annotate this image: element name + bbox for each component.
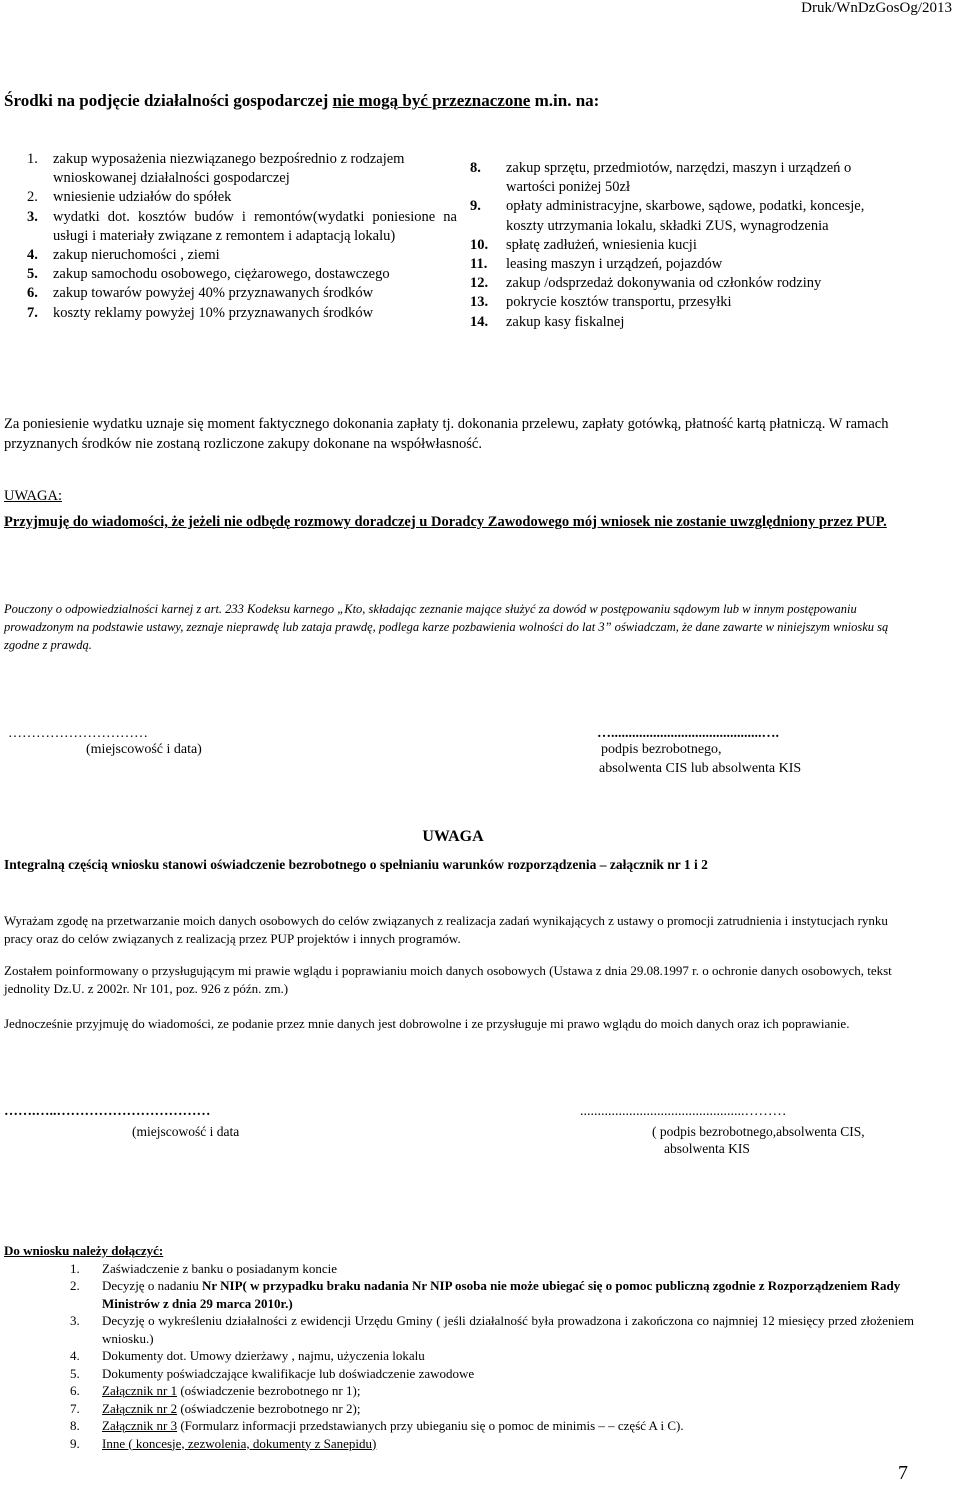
excluded-list-right (470, 159, 890, 332)
item-number: 9. (470, 198, 481, 215)
item-number: 8. (70, 1418, 80, 1433)
voluntary-data-statement: Jednocześnie przyjmuję do wiadomości, ze podanie przez mnie danych jest dobrowolne i ze przysługuje mi prawo wglądu do moich danych oraz ich poprawianie. (4, 1016, 850, 1031)
item-text: zakup wyposażenia niezwiązanego bezpośrednio z rodzajem wnioskowanej działalności gospodarczej (53, 151, 405, 187)
integral-part-statement: Integralną częścią wniosku stanowi oświadczenie bezrobotnego o spełnianiu warunków rozporządzenia – załącznik nr 1 i 2 (4, 857, 708, 872)
item-text: zakup towarów powyżej 40% przyznawanych środków (53, 285, 374, 302)
item-text: (Formularz informacji przedstawianych przy ubieganiu się o pomoc de minimis – – część A i C). (177, 1418, 684, 1433)
list-item (4, 1347, 914, 1365)
list-item (27, 304, 457, 323)
attachments-section (4, 1242, 914, 1452)
list-item (470, 313, 890, 332)
list-item (4, 1260, 914, 1278)
item-text-bold: Nr NIP( w przypadku braku nadania Nr NIP osoba nie może ubiegać się o pomoc publiczną zgodnie z Rozporządzeniem Rady Ministrów z dnia 29 marca 2010r.) (102, 1278, 901, 1311)
list-item (470, 197, 890, 235)
list-item (4, 1435, 914, 1453)
page-number: 7 (898, 1462, 908, 1484)
place-date-label: (miejscowość i data) (86, 742, 202, 757)
item-text: Zaświadczenie z banku o posiadanym koncie (102, 1260, 337, 1276)
item-number: 13. (470, 294, 489, 311)
item-number: 3. (70, 1313, 80, 1328)
item-number: 12. (470, 275, 489, 292)
list-item (27, 188, 457, 207)
payment-moment-paragraph: Za poniesienie wydatku uznaje się moment faktycznego dokonania zapłaty tj. dokonania przelewu, zapłaty gotówką, płatność kartą płatniczą. W ramach przyznanych środków nie zostaną rozliczone zakupy dokonane na współwłasność. (4, 416, 889, 452)
attachments-list (4, 1260, 914, 1453)
item-text: Decyzję o nadaniu (102, 1278, 202, 1293)
list-item (470, 274, 890, 293)
item-number: 6. (70, 1383, 80, 1398)
place-date-dots: ………………………… (8, 726, 148, 741)
item-number: 5. (70, 1365, 80, 1381)
list-item (27, 246, 457, 265)
item-number: 1. (27, 151, 38, 167)
title-after: m.in. na: (530, 91, 600, 110)
list-item (470, 255, 890, 274)
list-item (470, 159, 890, 197)
list-item (27, 284, 457, 303)
list-item (4, 1417, 914, 1435)
item-text: pokrycie kosztów transportu, przesyłki (506, 294, 732, 311)
uwaga-heading: UWAGA (422, 828, 484, 845)
list-item (27, 150, 457, 188)
list-item (4, 1365, 914, 1383)
list-item (4, 1312, 914, 1347)
item-text: (oświadczenie bezrobotnego nr 2); (177, 1400, 361, 1416)
signature-label: podpis bezrobotnego, (601, 742, 722, 757)
item-text: Decyzję o wykreśleniu działalności z ewidencji Urzędu Gminy ( jeśli działalność była prowadzona i zakończona co najmniej 12 miesięcy przed złożeniem wniosku.) (102, 1313, 914, 1346)
item-number: 6. (27, 285, 38, 302)
item-text: zakup /odsprzedaż dokonywania od członków rodziny (506, 275, 822, 292)
item-number: 3. (27, 208, 38, 225)
item-number: 4. (70, 1348, 80, 1363)
list-item (470, 293, 890, 312)
item-text: (oświadczenie bezrobotnego nr 1); (177, 1383, 361, 1398)
item-number: 1. (70, 1260, 80, 1276)
item-text: zakup nieruchomości , ziemi (53, 247, 220, 264)
list-item (27, 208, 457, 246)
item-text-underlined: Załącznik nr 1 (102, 1383, 178, 1398)
item-number: 4. (27, 247, 38, 264)
item-text: Dokumenty poświadczające kwalifikacje lub doświadczenie zawodowe (102, 1365, 475, 1381)
place-date-label-2: (miejscowość i data (132, 1124, 240, 1139)
list-item (4, 1400, 914, 1418)
list-item (4, 1277, 914, 1312)
attachments-heading-text: Do wniosku należy dołączyć: (4, 1243, 164, 1258)
criminal-liability-statement: Pouczony o odpowiedzialności karnej z art. 233 Kodeksu karnego „Kto, składając zeznanie mające służyć za dowód w postępowaniu sądowym lub w innym postępowaniu prowadzonym na podstawie ustawy, zeznaje nieprawdę lub zataja prawdę, podlega karze pozbawienia wolności do lat 3” oświadczam, że dane zawarte w niniejszym wniosku są zgodne z prawdą. (4, 602, 889, 652)
item-number: 10. (470, 236, 489, 253)
item-text: zakup samochodu osobowego, ciężarowego, dostawczego (53, 266, 390, 283)
item-text: koszty reklamy powyżej 10% przyznawanych środków (53, 304, 374, 321)
item-number: 5. (27, 266, 38, 283)
item-text: wydatki dot. kosztów budów i remontów(wydatki poniesione na usługi i materiały związane z remontem i adaptacją lokalu) (53, 208, 457, 244)
item-number: 7. (27, 304, 38, 321)
data-rights-info: Zostałem poinformowany o przysługującym mi prawie wglądu i poprawianiu moich danych osobowych (Ustawa z dnia 29.08.1997 r. o ochronie danych osobowych, tekst jednolity Dz.U. z 2002r. Nr 101, poz. 926 z późn. zm.) (4, 963, 892, 996)
item-text: leasing maszyn i urządzeń, pojazdów (506, 256, 723, 273)
data-processing-consent: Wyrażam zgodę na przetwarzanie moich danych osobowych do celów związanych z realizacja zadań wynikających z ustawy o promocji zatrudnienia i instytucjach rynku pracy oraz do celów związanych z realizacją przez PUP projektów i innych programów. (4, 913, 888, 946)
attachments-heading (4, 1242, 914, 1260)
item-number: 8. (470, 160, 481, 176)
uwaga-statement: Przyjmuję do wiadomości, że jeżeli nie odbędę rozmowy doradczej u Doradcy Zawodowego mój wniosek nie zostanie uwzględniony przez PUP. (4, 514, 887, 530)
item-text: Dokumenty dot. Umowy dzierżawy , najmu, użyczenia lokalu (102, 1348, 425, 1363)
signature-dots: …...........................................…. (597, 726, 779, 741)
signature-label-3: ( podpis bezrobotnego,absolwenta CIS, (652, 1124, 865, 1139)
item-text-underlined: Inne ( koncesje, zezwolenia, dokumenty z Sanepidu) (102, 1435, 377, 1451)
uwaga-label: UWAGA: (4, 488, 62, 504)
item-text-underlined: Załącznik nr 2 (102, 1400, 178, 1416)
list-item (4, 1382, 914, 1400)
title-before: Środki na podjęcie działalności gospodarczej (4, 91, 333, 110)
signature-dots-2: ...............................................……… (580, 1104, 787, 1119)
item-number: 11. (470, 256, 488, 273)
item-text: opłaty administracyjne, skarbowe, sądowe, podatki, koncesje, koszty utrzymania lokalu, składki ZUS, wynagrodzenia (506, 198, 865, 234)
excluded-list-left (27, 150, 457, 323)
list-item (27, 265, 457, 284)
item-number: 2. (27, 189, 38, 206)
place-date-dots-2: …….…..…………………………… (4, 1104, 211, 1119)
item-text-underlined: Załącznik nr 3 (102, 1418, 178, 1433)
item-text: zakup kasy fiskalnej (506, 313, 625, 330)
item-number: 2. (70, 1278, 80, 1293)
item-number: 9. (70, 1435, 80, 1451)
item-text: zakup sprzętu, przedmiotów, narzędzi, maszyn i urządzeń o wartości poniżej 50zł (506, 160, 852, 196)
list-item (470, 236, 890, 255)
item-text: wniesienie udziałów do spółek (53, 189, 232, 206)
section-title (4, 91, 599, 111)
item-number: 14. (470, 313, 489, 330)
signature-label-4: absolwenta KIS (664, 1141, 750, 1156)
document-code: Druk/WnDzGosOg/2013 (801, 0, 952, 16)
signature-label-2: absolwenta CIS lub absolwenta KIS (599, 761, 802, 776)
title-underlined: nie mogą być przeznaczone (332, 91, 531, 110)
item-text: spłatę zadłużeń, wniesienia kucji (506, 236, 697, 253)
item-number: 7. (70, 1400, 80, 1416)
